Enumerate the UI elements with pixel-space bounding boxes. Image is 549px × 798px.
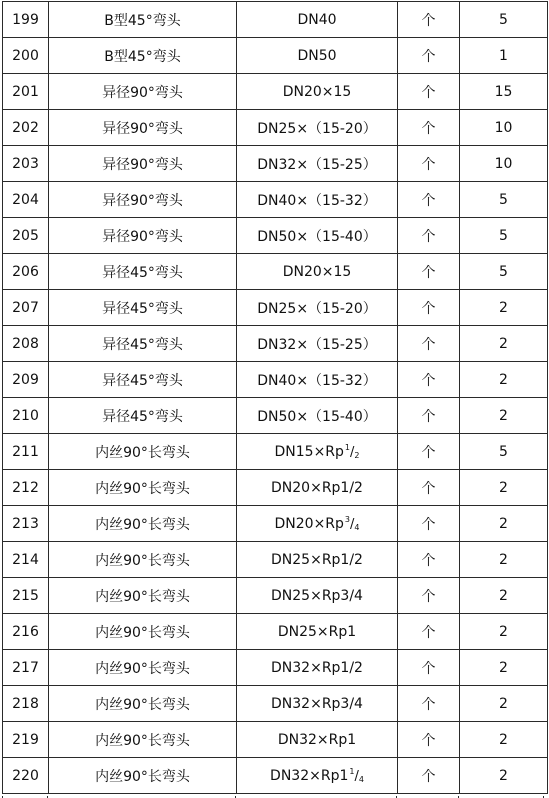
row-number-text: 214 [12, 551, 39, 568]
specification-text: DN15×Rp [274, 444, 344, 460]
specification-text: DN25×Rp1 [277, 623, 357, 640]
unit-text: 个 [421, 768, 436, 785]
row-number-cell [3, 254, 49, 290]
row-number-cell [3, 74, 49, 110]
item-name-cell [49, 38, 237, 74]
fraction-denominator: 4 [358, 775, 364, 784]
item-name-text: 异径45°弯头 [102, 264, 183, 281]
unit-cell [398, 146, 460, 182]
row-number-text: 208 [12, 335, 39, 352]
specification-text: DN25×Rp1/2 [271, 551, 363, 568]
row-number-text: 216 [12, 623, 39, 640]
item-name-cell [49, 110, 237, 146]
quantity-cell [460, 326, 548, 362]
quantity-text: 2 [499, 731, 508, 748]
unit-cell [398, 110, 460, 146]
unit-text: 个 [421, 588, 436, 605]
specification-cell [237, 182, 398, 218]
specification-text: DN20×Rp1/2 [271, 479, 363, 496]
row-number-cell [3, 506, 49, 542]
item-name-text: 异径45°弯头 [102, 336, 183, 353]
item-name-text: 内丝90°长弯头 [95, 552, 190, 569]
row-number-cell [3, 686, 49, 722]
table-row [3, 74, 548, 110]
quantity-text: 2 [499, 407, 508, 424]
unit-text: 个 [421, 732, 436, 749]
item-name-cell [49, 398, 237, 434]
unit-text: 个 [421, 624, 436, 641]
unit-text: 个 [421, 192, 436, 209]
quantity-cell [460, 218, 548, 254]
row-number-cell [3, 218, 49, 254]
quantity-cell [460, 614, 548, 650]
quantity-text: 2 [499, 299, 508, 316]
item-name-text: 异径45°弯头 [102, 372, 183, 389]
unit-cell [398, 686, 460, 722]
table-row [3, 722, 548, 758]
item-name-text: 异径90°弯头 [102, 120, 183, 137]
quantity-text: 1 [499, 47, 508, 64]
row-number-text: 219 [12, 731, 39, 748]
specification-cell [237, 506, 398, 542]
specification-cell [237, 614, 398, 650]
quantity-cell [460, 254, 548, 290]
table-row [3, 506, 548, 542]
unit-text: 个 [421, 480, 436, 497]
item-name-cell [49, 254, 237, 290]
item-name-cell [49, 326, 237, 362]
unit-text: 个 [421, 408, 436, 425]
quantity-text: 2 [499, 479, 508, 496]
quantity-text: 2 [499, 515, 508, 532]
quantity-cell [460, 686, 548, 722]
row-number-text: 220 [12, 767, 39, 784]
item-name-text: 内丝90°长弯头 [95, 516, 190, 533]
quantity-text: 5 [499, 11, 508, 28]
specification-text: DN20×Rp [274, 516, 344, 532]
row-number-cell [3, 470, 49, 506]
specification-cell [237, 542, 398, 578]
unit-cell [398, 434, 460, 470]
unit-cell [398, 326, 460, 362]
row-number-cell [3, 434, 49, 470]
item-name-text: 内丝90°长弯头 [95, 588, 190, 605]
specification-cell [237, 650, 398, 686]
quantity-cell [460, 74, 548, 110]
unit-cell [398, 470, 460, 506]
specification-cell [237, 578, 398, 614]
table-row [3, 38, 548, 74]
quantity-cell [460, 470, 548, 506]
row-number-cell [3, 38, 49, 74]
row-number-text: 202 [12, 119, 39, 136]
fraction-denominator: 4 [354, 523, 360, 532]
unit-text: 个 [421, 264, 436, 281]
item-name-cell [49, 506, 237, 542]
unit-cell [398, 182, 460, 218]
specification-text: DN32×（15-25） [257, 156, 377, 173]
specification-cell [237, 218, 398, 254]
unit-cell [398, 758, 460, 794]
specification-cell [237, 758, 398, 794]
item-name-text: 内丝90°长弯头 [95, 444, 190, 461]
fraction-slash: / [354, 769, 359, 784]
specification-text: DN40 [297, 11, 337, 28]
row-number-cell [3, 182, 49, 218]
specification-cell [237, 362, 398, 398]
fraction-slash: / [350, 445, 355, 460]
unit-text: 个 [421, 156, 436, 173]
item-name-text: 异径45°弯头 [102, 300, 183, 317]
row-number-cell [3, 722, 49, 758]
item-name-text: 内丝90°长弯头 [95, 696, 190, 713]
table-row [3, 218, 548, 254]
specification-text: DN25×Rp3/4 [271, 587, 363, 604]
row-number-cell [3, 2, 49, 38]
unit-cell [398, 506, 460, 542]
quantity-cell [460, 578, 548, 614]
row-number-cell [3, 650, 49, 686]
row-number-cell [3, 614, 49, 650]
unit-text: 个 [421, 516, 436, 533]
row-number-text: 206 [12, 263, 39, 280]
item-name-text: 内丝90°长弯头 [95, 624, 190, 641]
table-row [3, 326, 548, 362]
table-row [3, 362, 548, 398]
item-name-text: B型45°弯头 [104, 48, 181, 65]
specification-cell [237, 2, 398, 38]
item-name-cell [49, 758, 237, 794]
unit-text: 个 [421, 120, 436, 137]
quantity-cell [460, 398, 548, 434]
item-name-cell [49, 686, 237, 722]
quantity-text: 2 [499, 371, 508, 388]
specification-text: DN20×15 [282, 263, 352, 280]
row-number-text: 204 [12, 191, 39, 208]
specification-text: DN20×15 [282, 83, 352, 100]
row-number-text: 203 [12, 155, 39, 172]
specification-cell [237, 254, 398, 290]
table-row [3, 110, 548, 146]
unit-cell [398, 398, 460, 434]
unit-cell [398, 542, 460, 578]
specification-text: DN32×（15-25） [257, 336, 377, 353]
specification-cell [237, 38, 398, 74]
fraction-numerator: 3 [344, 515, 351, 524]
row-number-text: 217 [12, 659, 39, 676]
table-row [3, 2, 548, 38]
item-name-text: B型45°弯头 [104, 12, 181, 29]
unit-cell [398, 74, 460, 110]
row-number-cell [3, 290, 49, 326]
item-name-cell [49, 470, 237, 506]
item-name-text: 内丝90°长弯头 [95, 732, 190, 749]
row-number-text: 201 [12, 83, 39, 100]
specification-cell [237, 434, 398, 470]
item-name-cell [49, 542, 237, 578]
unit-text: 个 [421, 84, 436, 101]
specification-cell [237, 110, 398, 146]
unit-cell [398, 290, 460, 326]
quantity-cell [460, 542, 548, 578]
specification-text: DN32×Rp3/4 [271, 695, 363, 712]
row-number-cell [3, 110, 49, 146]
row-number-text: 213 [12, 515, 39, 532]
unit-cell [398, 614, 460, 650]
unit-text: 个 [421, 336, 436, 353]
quantity-cell [460, 434, 548, 470]
row-number-text: 209 [12, 371, 39, 388]
quantity-text: 2 [499, 335, 508, 352]
unit-text: 个 [421, 228, 436, 245]
quantity-text: 5 [499, 191, 508, 208]
quantity-cell [460, 146, 548, 182]
specification-text: DN25×（15-20） [257, 300, 377, 317]
specification-text: DN50×（15-40） [257, 408, 377, 425]
unit-text: 个 [421, 552, 436, 569]
unit-text: 个 [421, 660, 436, 677]
table-row [3, 434, 548, 470]
table-row [3, 182, 548, 218]
parts-table-body [3, 2, 548, 794]
quantity-text: 15 [494, 83, 513, 100]
specification-cell [237, 290, 398, 326]
row-number-text: 200 [12, 47, 39, 64]
specification-text: DN25×（15-20） [257, 120, 377, 137]
table-row [3, 542, 548, 578]
row-number-text: 199 [12, 11, 39, 28]
unit-text: 个 [421, 372, 436, 389]
item-name-cell [49, 362, 237, 398]
specification-cell [237, 722, 398, 758]
row-number-text: 210 [12, 407, 39, 424]
unit-cell [398, 362, 460, 398]
quantity-text: 5 [499, 263, 508, 280]
row-number-cell [3, 326, 49, 362]
item-name-cell [49, 290, 237, 326]
fraction-slash: / [350, 517, 355, 532]
row-number-cell [3, 578, 49, 614]
unit-cell [398, 722, 460, 758]
fraction-denominator: 2 [354, 451, 360, 460]
quantity-text: 2 [499, 695, 508, 712]
specification-text: DN32×Rp1/2 [271, 659, 363, 676]
quantity-cell [460, 758, 548, 794]
row-number-cell [3, 542, 49, 578]
item-name-cell [49, 614, 237, 650]
quantity-cell [460, 362, 548, 398]
fraction-numerator: 1 [344, 443, 351, 452]
unit-text: 个 [421, 696, 436, 713]
table-row [3, 614, 548, 650]
unit-cell [398, 650, 460, 686]
quantity-cell [460, 650, 548, 686]
row-number-cell [3, 146, 49, 182]
row-number-text: 212 [12, 479, 39, 496]
table-row [3, 398, 548, 434]
row-number-cell [3, 362, 49, 398]
quantity-text: 2 [499, 659, 508, 676]
unit-text: 个 [421, 444, 436, 461]
quantity-cell [460, 290, 548, 326]
item-name-text: 异径90°弯头 [102, 84, 183, 101]
table-row [3, 290, 548, 326]
item-name-cell [49, 434, 237, 470]
item-name-text: 异径90°弯头 [102, 228, 183, 245]
quantity-text: 2 [499, 551, 508, 568]
specification-cell [237, 146, 398, 182]
unit-cell [398, 578, 460, 614]
specification-text: DN50×（15-40） [257, 228, 377, 245]
unit-text: 个 [421, 12, 436, 29]
quantity-text: 2 [499, 767, 508, 784]
table-row [3, 470, 548, 506]
quantity-cell [460, 110, 548, 146]
table-row [3, 254, 548, 290]
quantity-text: 10 [494, 155, 513, 172]
quantity-cell [460, 38, 548, 74]
quantity-text: 10 [494, 119, 513, 136]
specification-text: DN50 [297, 47, 337, 64]
specification-text: DN32×Rp1 [270, 768, 349, 784]
specification-text: DN32×Rp1 [277, 731, 357, 748]
row-number-text: 215 [12, 587, 39, 604]
table-row [3, 758, 548, 794]
table-row [3, 650, 548, 686]
item-name-cell [49, 650, 237, 686]
item-name-text: 内丝90°长弯头 [95, 660, 190, 677]
quantity-text: 5 [499, 443, 508, 460]
item-name-cell [49, 182, 237, 218]
item-name-text: 内丝90°长弯头 [95, 480, 190, 497]
item-name-cell [49, 722, 237, 758]
unit-cell [398, 38, 460, 74]
fraction-numerator: 1 [349, 767, 355, 776]
table-row [3, 146, 548, 182]
unit-cell [398, 2, 460, 38]
unit-text: 个 [421, 48, 436, 65]
item-name-cell [49, 578, 237, 614]
specification-cell [237, 326, 398, 362]
table-row [3, 686, 548, 722]
quantity-cell [460, 2, 548, 38]
quantity-cell [460, 722, 548, 758]
quantity-text: 2 [499, 587, 508, 604]
specification-text: DN40×（15-32） [257, 372, 377, 389]
quantity-cell [460, 506, 548, 542]
specification-cell [237, 398, 398, 434]
item-name-cell [49, 2, 237, 38]
row-number-text: 207 [12, 299, 39, 316]
unit-cell [398, 218, 460, 254]
specification-cell [237, 470, 398, 506]
row-number-cell [3, 758, 49, 794]
item-name-text: 异径45°弯头 [102, 408, 183, 425]
item-name-text: 异径90°弯头 [102, 156, 183, 173]
table-row [3, 578, 548, 614]
specification-cell [237, 686, 398, 722]
row-number-text: 218 [12, 695, 39, 712]
item-name-text: 异径90°弯头 [102, 192, 183, 209]
quantity-text: 2 [499, 623, 508, 640]
item-name-text: 内丝90°长弯头 [95, 768, 190, 785]
quantity-cell [460, 182, 548, 218]
row-number-text: 205 [12, 227, 39, 244]
parts-table [2, 1, 548, 794]
item-name-cell [49, 146, 237, 182]
specification-cell [237, 74, 398, 110]
unit-text: 个 [421, 300, 436, 317]
item-name-cell [49, 74, 237, 110]
specification-text: DN40×（15-32） [257, 192, 377, 209]
item-name-cell [49, 218, 237, 254]
row-number-text: 211 [12, 443, 39, 460]
unit-cell [398, 254, 460, 290]
row-number-cell [3, 398, 49, 434]
quantity-text: 5 [499, 227, 508, 244]
